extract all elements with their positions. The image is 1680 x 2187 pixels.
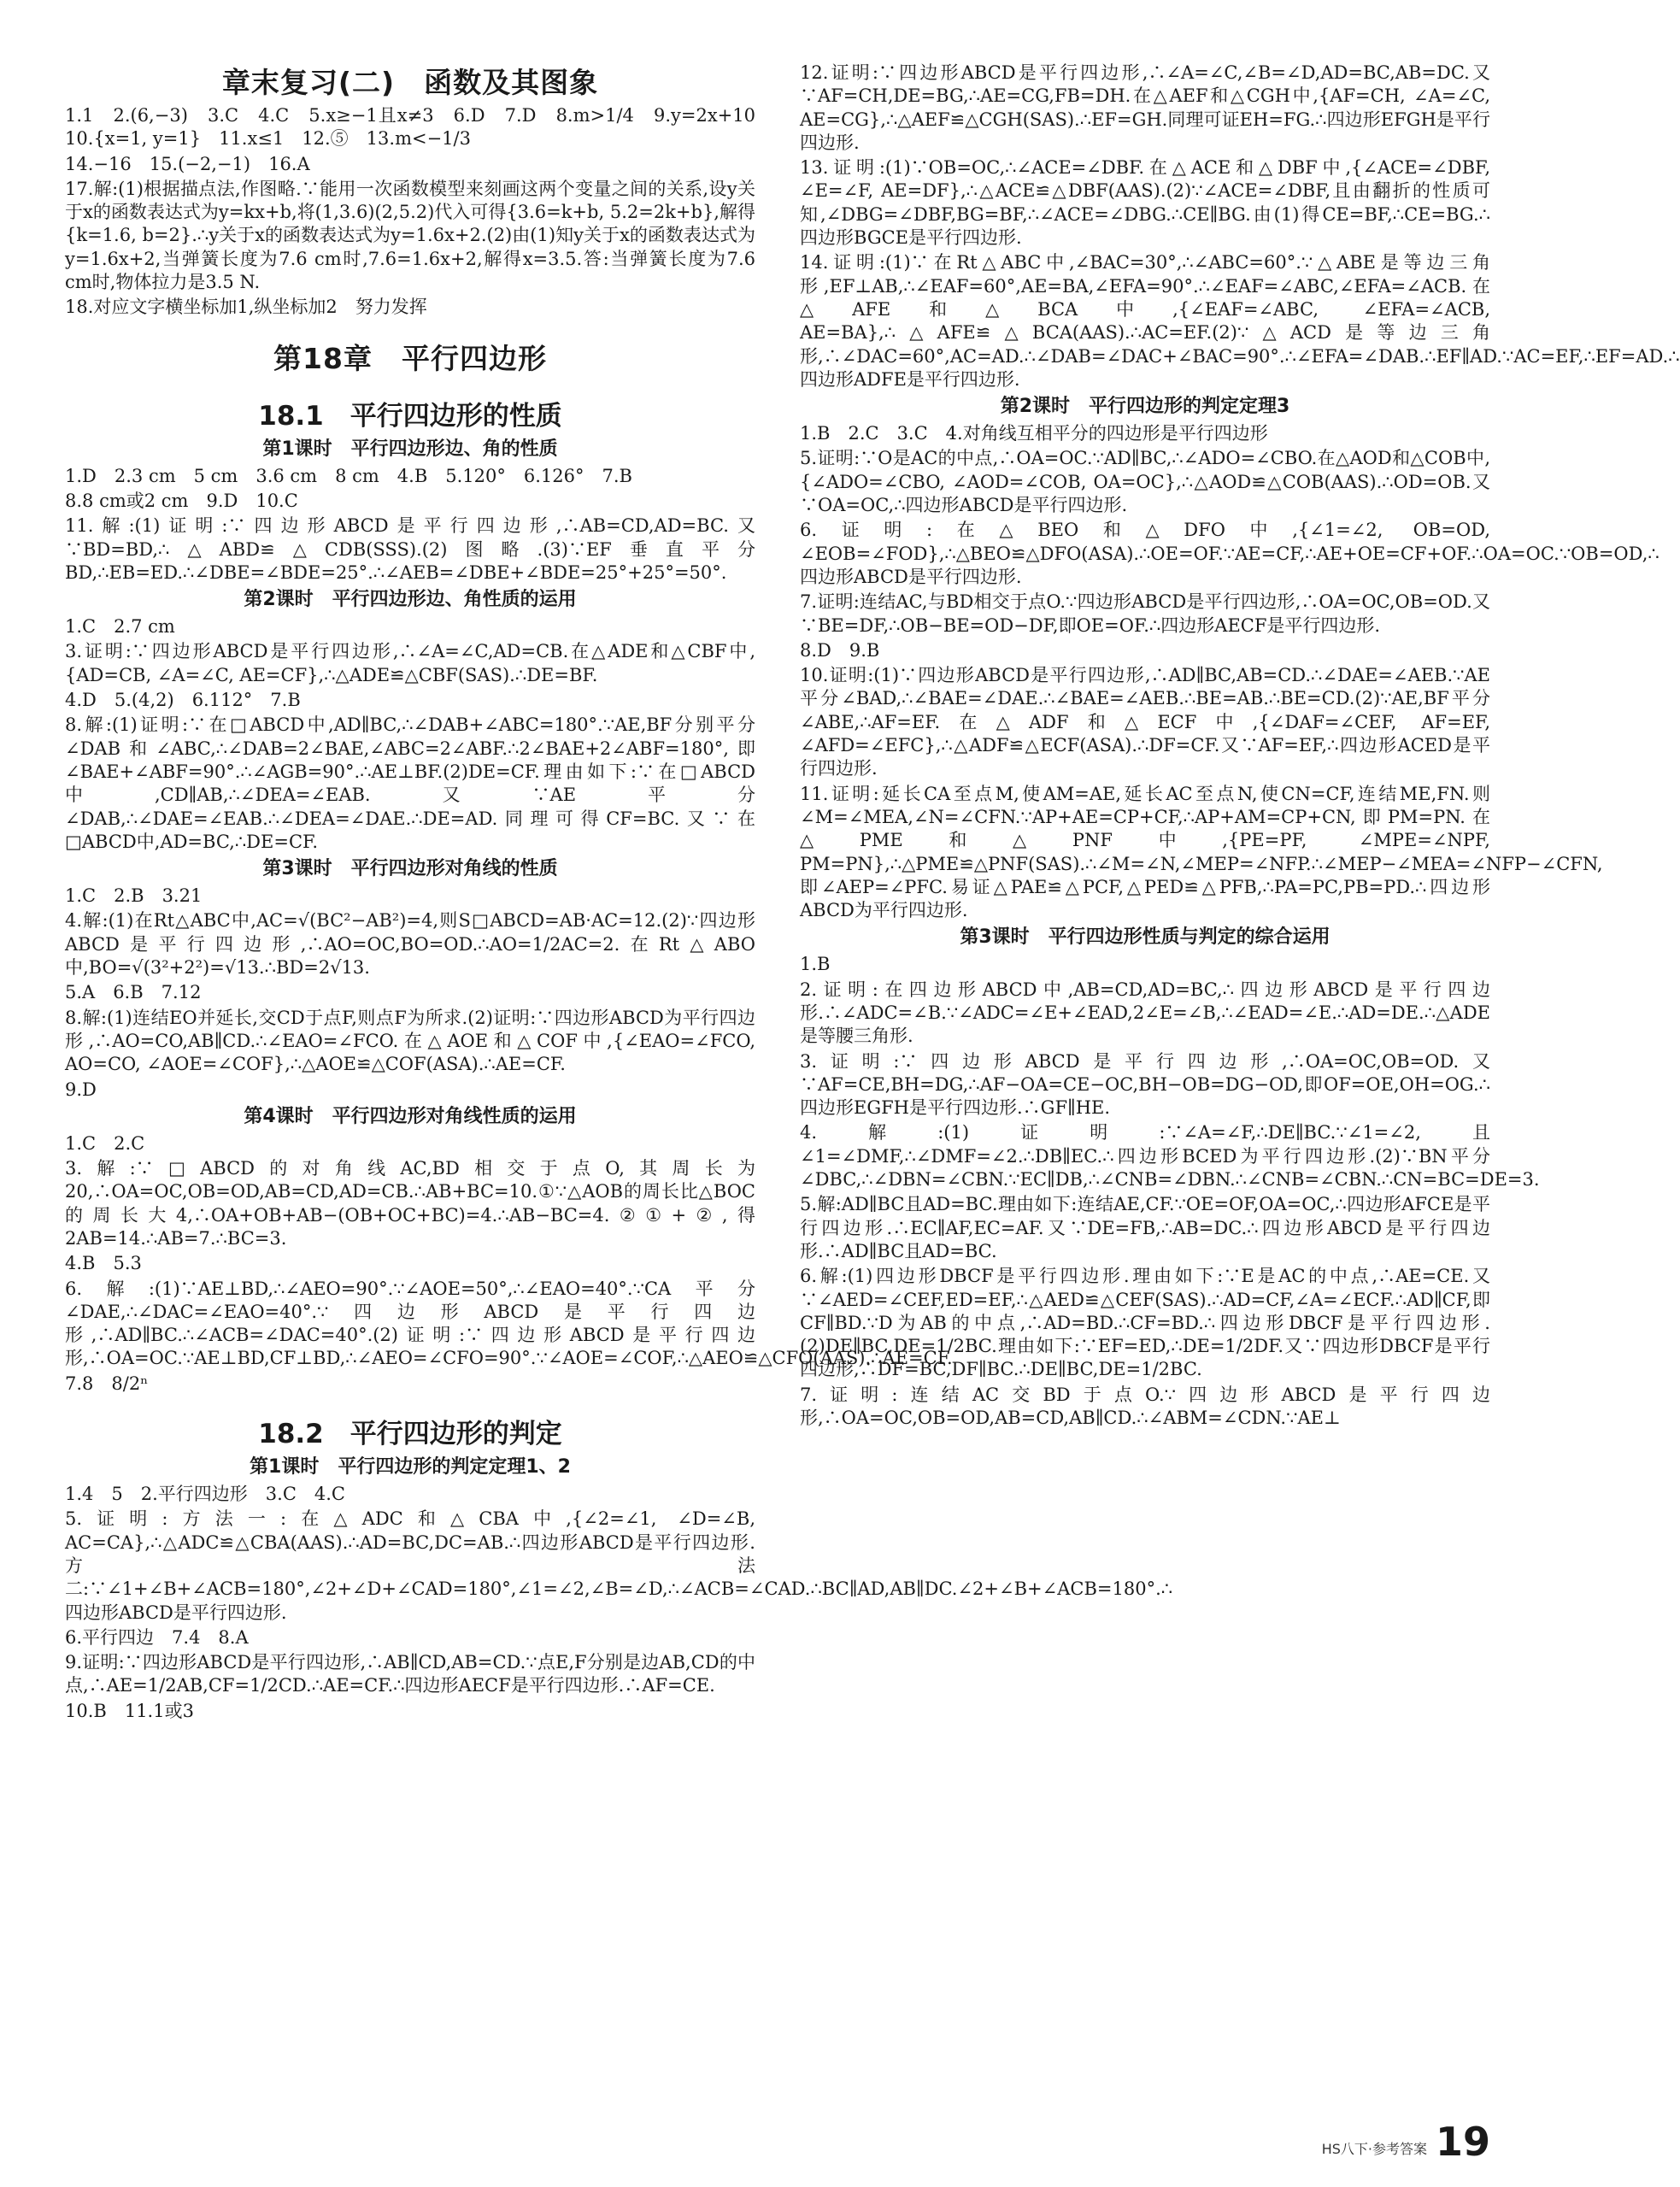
answer-paragraph: 10.证明:(1)∵四边形ABCD是平行四边形,∴AD∥BC,AB=CD.∴∠DAE=∠AEB.∵AE平分∠BAD,∴∠BAE=∠DAE.∴∠BAE=∠AEB.∴BE=AB.∴BE=CD.(2)∵AE,BF平分∠ABE,∴AF=EF.在△ADF和△ECF中,{∠DAF=∠CEF, AF=EF, ∠AFD=∠EFC},∴△ADF≌△ECF(ASA).∴DF=CF.又∵AF=EF,∴四边形ACED是平行四边形.	[800, 665, 1490, 779]
answer-paragraph: 11.证明:延长CA至点M,使AM=AE,延长AC至点N,使CN=CF,连结ME,FN.则∠M=∠MEA,∠N=∠CFN.∵AP+AE=CP+CF,∴AP+AM=CP+CN,即PM=PN.在△PME和△PNF中,{PE=PF, ∠MPE=∠NPF, PM=PN},∴△PME≌△PNF(SAS).∴∠M=∠N,∠MEP=∠NFP.∴∠MEP−∠MEA=∠NFP−∠CFN,即∠AEP=∠PFC.易证△PAE≌△PCF,△PED≌△PFB,∴PA=PC,PB=PD.∴四边形ABCD为平行四边形.	[800, 783, 1603, 921]
lesson-heading: 第2课时 平行四边形边、角性质的运用	[244, 589, 577, 611]
answer-paragraph: 10.B 11.1或3	[65, 1700, 194, 1721]
lesson-heading: 第1课时 平行四边形的判定定理1、2	[250, 1456, 571, 1479]
section-heading: 第18章 平行四边形	[273, 341, 547, 375]
answer-paragraph: 5.A 6.B 7.12	[65, 982, 202, 1003]
answer-paragraph: 14.−16 15.(−2,−1) 16.A	[65, 153, 310, 174]
footer-label: HS八下·参考答案	[1321, 2141, 1427, 2157]
lesson-heading: 第1课时 平行四边形边、角的性质	[262, 438, 558, 460]
answer-paragraph: 17.解:(1)根据描点法,作图略.∵能用一次函数模型来刻画这两个变量之间的关系,设y关于x的函数表达式为y=kx+b,将(1,3.6)(2,5.2)代入可得{3.6=k+b, 5.2=2k+b},解得{k=1.6, b=2}.∴y关于x的函数表达式为y=1.6x+2.(2)由(1)知y关于x的函数表达式为y=1.6x+2,当弹簧长度为7.6 cm时,7.6=1.6x+2,解得x=3.5.答:当弹簧长度为7.6 cm时,物体拉力是3.5 N.	[65, 178, 755, 293]
answer-paragraph: 1.D 2.3 cm 5 cm 3.6 cm 8 cm 4.B 5.120° 6.126° 7.B	[65, 465, 632, 486]
answer-paragraph: 8.解:(1)连结EO并延长,交CD于点F,则点F为所求.(2)证明:∵四边形ABCD为平行四边形,∴AO=CO,AB∥CD.∴∠EAO=∠FCO.在△AOE和△COF中,{∠EAO=∠FCO, AO=CO, ∠AOE=∠COF},∴△AOE≌△COF(ASA).∴AE=CF.	[65, 1007, 755, 1075]
page-number: 19	[1435, 2119, 1490, 2165]
answer-paragraph: 7.证明:连结AC交BD于点O.∵四边形ABCD是平行四边形,∴OA=OC,OB=OD,AB=CD,AB∥CD.∴∠ABM=∠CDN.∵AE⊥	[800, 1384, 1490, 1429]
answer-paragraph: 1.1 2.(6,−3) 3.C 4.C 5.x≥−1且x≠3 6.D 7.D 8.m>1/4 9.y=2x+10 10.{x=1, y=1} 11.x≤1 12.⑤ 13.m<−1/3	[65, 105, 773, 150]
answer-paragraph: 1.B	[800, 954, 831, 975]
answer-paragraph: 13.证明:(1)∵OB=OC,∴∠ACE=∠DBF.在△ACE和△DBF中,{∠ACE=∠DBF, ∠E=∠F, AE=DF},∴△ACE≌△DBF(AAS).(2)∵∠ACE=∠DBF,且由翻折的性质可知,∠DBG=∠DBF,BG=BF,∴∠ACE=∠DBG.∴CE∥BG.由(1)得CE=BF,∴CE=BG.∴四边形BGCE是平行四边形.	[800, 157, 1490, 249]
answer-paragraph: 8.解:(1)证明:∵在□ABCD中,AD∥BC,∴∠DAB+∠ABC=180°.∵AE,BF分别平分∠DAB和∠ABC,∴∠DAB=2∠BAE,∠ABC=2∠ABF.∴2∠BAE+2∠ABF=180°,即∠BAE+∠ABF=90°.∴∠AGB=90°.∴AE⊥BF.(2)DE=CF.理由如下:∵在□ABCD中,CD∥AB,∴∠DEA=∠EAB.又∵AE平分∠DAB,∴∠DAE=∠EAB.∴∠DEA=∠DAE.∴DE=AD.同理可得CF=BC.又∵在□ABCD中,AD=BC,∴DE=CF.	[65, 714, 755, 852]
answer-paragraph: 9.证明:∵四边形ABCD是平行四边形,∴AB∥CD,AB=CD.∵点E,F分别是边AB,CD的中点,∴AE=1/2AB,CF=1/2CD.∴AE=CF.∴四边形AECF是平行四边形.∴AF=CE.	[65, 1652, 755, 1696]
answer-paragraph: 3.证明:∵四边形ABCD是平行四边形,∴OA=OC,OB=OD.又∵AF=CE,BH=DG,∴AF−OA=CE−OC,BH−OB=DG−OD,即OF=OE,OH=OG.∴四边形EGFH是平行四边形.∴GF∥HE.	[800, 1050, 1490, 1119]
section-heading: 18.1 平行四边形的性质	[258, 400, 562, 432]
lesson-heading: 第3课时 平行四边形对角线的性质	[262, 858, 558, 880]
answer-paragraph: 1.C 2.7 cm	[65, 616, 175, 638]
answer-paragraph: 5.证明:∵O是AC的中点,∴OA=OC.∵AD∥BC,∴∠ADO=∠CBO.在△AOD和△COB中,{∠ADO=∠CBO, ∠AOD=∠COB, OA=OC},∴△AOD≌△COB(AAS).∴OD=OB.又∵OA=OC,∴四边形ABCD是平行四边形.	[800, 448, 1490, 516]
lesson-heading: 第3课时 平行四边形性质与判定的综合运用	[960, 926, 1330, 949]
answer-paragraph: 2.证明:在四边形ABCD中,AB=CD,AD=BC,∴四边形ABCD是平行四边形.∴∠ADC=∠B.∵∠ADC=∠E+∠EAD,2∠E=∠B,∴∠EAD=∠E.∴AD=DE.∴△ADE是等腰三角形.	[800, 979, 1490, 1047]
answer-paragraph: 7.8 8/2ⁿ	[65, 1373, 149, 1394]
answer-paragraph: 4.解:(1)在Rt△ABC中,AC=√(BC²−AB²)=4,则S□ABCD=AB·AC=12.(2)∵四边形ABCD是平行四边形,∴AO=OC,BO=OD.∴AO=1/2AC=2.在Rt△ABO中,BO=√(3²+2²)=√13.∴BD=2√13.	[65, 910, 755, 979]
answer-paragraph: 11.解:(1)证明:∵四边形ABCD是平行四边形,∴AB=CD,AD=BC.又∵BD=BD,∴△ABD≌△CDB(SSS).(2)图略.(3)∵EF垂直平分BD,∴EB=ED.∴∠DBE=∠BDE=25°.∴∠AEB=∠DBE+∠BDE=25°+25°=50°.	[65, 515, 755, 583]
answer-paragraph: 3.证明:∵四边形ABCD是平行四边形,∴∠A=∠C,AD=CB.在△ADE和△CBF中,{AD=CB, ∠A=∠C, AE=CF},∴△ADE≌△CBF(SAS).∴DE=BF.	[65, 641, 755, 685]
answer-paragraph: 1.4 5 2.平行四边形 3.C 4.C	[65, 1484, 346, 1505]
answer-paragraph: 1.C 2.C	[65, 1132, 145, 1154]
answer-paragraph: 6.解:(1)四边形DBCF是平行四边形.理由如下:∵E是AC的中点,∴AE=CE.又∵∠AED=∠CEF,ED=EF,∴△AED≌△CEF(SAS).∴AD=CF,∠A=∠ECF.∴AD∥CF,即CF∥BD.∵D为AB的中点,∴AD=BD.∴CF=BD.∴四边形DBCF是平行四边形.(2)DE∥BC,DE=1/2BC.理由如下:∵EF=ED,∴DE=1/2DF.又∵四边形DBCF是平行四边形,∴DF=BC,DF∥BC.∴DE∥BC,DE=1/2BC.	[800, 1266, 1490, 1380]
section-heading: 18.2 平行四边形的判定	[258, 1419, 562, 1450]
answer-paragraph: 3.解:∵□ABCD的对角线AC,BD相交于点O,其周长为20,∴OA=OC,OB=OD,AB=CD,AD=CB.∴AB+BC=10.①∵△AOB的周长比△BOC的周长大4,∴OA+OB+AB−(OB+OC+BC)=4.∴AB−BC=4.②①+②,得2AB=14.∴AB=7.∴BC=3.	[65, 1158, 755, 1249]
answer-paragraph: 4.D 5.(4,2) 6.112° 7.B	[65, 690, 301, 711]
answer-paragraph: 18.对应文字横坐标加1,纵坐标加2 努力发挥	[65, 297, 427, 318]
answer-paragraph: 1.B 2.C 3.C 4.对角线互相平分的四边形是平行四边形	[800, 423, 1268, 444]
answer-paragraph: 8.D 9.B	[800, 639, 880, 661]
answer-paragraph: 12.证明:∵四边形ABCD是平行四边形,∴∠A=∠C,∠B=∠D,AD=BC,AB=DC.又∵AF=CH,DE=BG,∴AE=CG,FB=DH.在△AEF和△CGH中,{AF=CH, ∠A=∠C, AE=CG},∴△AEF≌△CGH(SAS).∴EF=GH.同理可证EH=FG.∴四边形EFGH是平行四边形.	[800, 62, 1490, 153]
answer-paragraph: 4.B 5.3	[65, 1253, 142, 1274]
answer-paragraph: 7.证明:连结AC,与BD相交于点O.∵四边形ABCD是平行四边形,∴OA=OC,OB=OD.又∵BE=DF,∴OB−BE=OD−DF,即OE=OF.∴四边形AECF是平行四边形.	[800, 591, 1490, 636]
answer-paragraph: 14.证明:(1)∵在Rt△ABC中,∠BAC=30°,∴∠ABC=60°.∵△ABE是等边三角形,EF⊥AB,∴∠EAF=60°,AE=BA,∠EFA=90°.∴∠EAF=∠ABC,∠EFA=∠ACB.在△AFE和△BCA中,{∠EAF=∠ABC, ∠EFA=∠ACB, AE=BA},∴△AFE≌△BCA(AAS).∴AC=EF.(2)∵△ACD是等边三角形,∴∠DAC=60°,AC=AD.∴∠DAB=∠DAC+∠BAC=90°.∴∠EFA=∠DAB.∴EF∥AD.∵AC=EF,∴EF=AD.∴四边形ADFE是平行四边形.	[800, 252, 1680, 390]
answer-paragraph: 6.证明:在△BEO和△DFO中,{∠1=∠2, OB=OD, ∠EOB=∠FOD},∴△BEO≌△DFO(ASA).∴OE=OF.∵AE=CF,∴AE+OE=CF+OF.∴OA=OC.∵OB=OD,∴四边形ABCD是平行四边形.	[800, 520, 1659, 587]
page-footer	[1321, 2119, 1490, 2165]
answer-paragraph: 5.证明:方法一:在△ADC和△CBA中,{∠2=∠1, ∠D=∠B, AC=CA},∴△ADC≌△CBA(AAS).∴AD=BC,DC=AB.∴四边形ABCD是平行四边形.方法二:∵∠1+∠B+∠ACB=180°,∠2+∠D+∠CAD=180°,∠1=∠2,∠B=∠D,∴∠ACB=∠CAD.∴BC∥AD,AB∥DC.∠2+∠B+∠ACB=180°.∴四边形ABCD是平行四边形.	[65, 1508, 1173, 1623]
answer-paragraph: 8.8 cm或2 cm 9.D 10.C	[65, 490, 298, 511]
section-heading: 章末复习(二) 函数及其图象	[221, 66, 599, 99]
lesson-heading: 第4课时 平行四边形对角线性质的运用	[244, 1105, 577, 1127]
answer-paragraph: 5.解:AD∥BC且AD=BC.理由如下:连结AE,CF.∵OE=OF,OA=OC,∴四边形AFCE是平行四边形.∴EC∥AF,EC=AF.又∵DE=FB,∴AB=DC.∴四边形ABCD是平行四边形.∴AD∥BC且AD=BC.	[800, 1194, 1490, 1261]
answer-paragraph: 4.解:(1)证明:∵∠A=∠F,∴DE∥BC.∵∠1=∠2,且∠1=∠DMF,∴∠DMF=∠2.∴DB∥EC.∴四边形BCED为平行四边形.(2)∵BN平分∠DBC,∴∠DBN=∠CBN.∵EC∥DB,∴∠CNB=∠DBN.∴∠CNB=∠CBN.∴CN=BC=DE=3.	[800, 1122, 1540, 1191]
answer-paragraph: 9.D	[65, 1079, 97, 1100]
answer-paragraph: 1.C 2.B 3.21	[65, 885, 203, 907]
lesson-heading: 第2课时 平行四边形的判定定理3	[1000, 396, 1290, 418]
answer-paragraph: 6.平行四边 7.4 8.A	[65, 1626, 249, 1648]
right-column	[800, 62, 1680, 1430]
answer-paragraph: 6.解:(1)∵AE⊥BD,∴∠AEO=90°.∵∠AOE=50°,∴∠EAO=40°.∵CA平分∠DAE,∴∠DAC=∠EAO=40°.∵四边形ABCD是平行四边形,∴AD∥BC.∴∠ACB=∠DAC=40°.(2)证明:∵四边形ABCD是平行四边形,∴OA=OC.∵AE⊥BD,CF⊥BD,∴∠AEO=∠CFO=90°.∵∠AOE=∠COF,∴△AEO≌△CFO(AAS).∴AE=CF.	[65, 1278, 953, 1369]
